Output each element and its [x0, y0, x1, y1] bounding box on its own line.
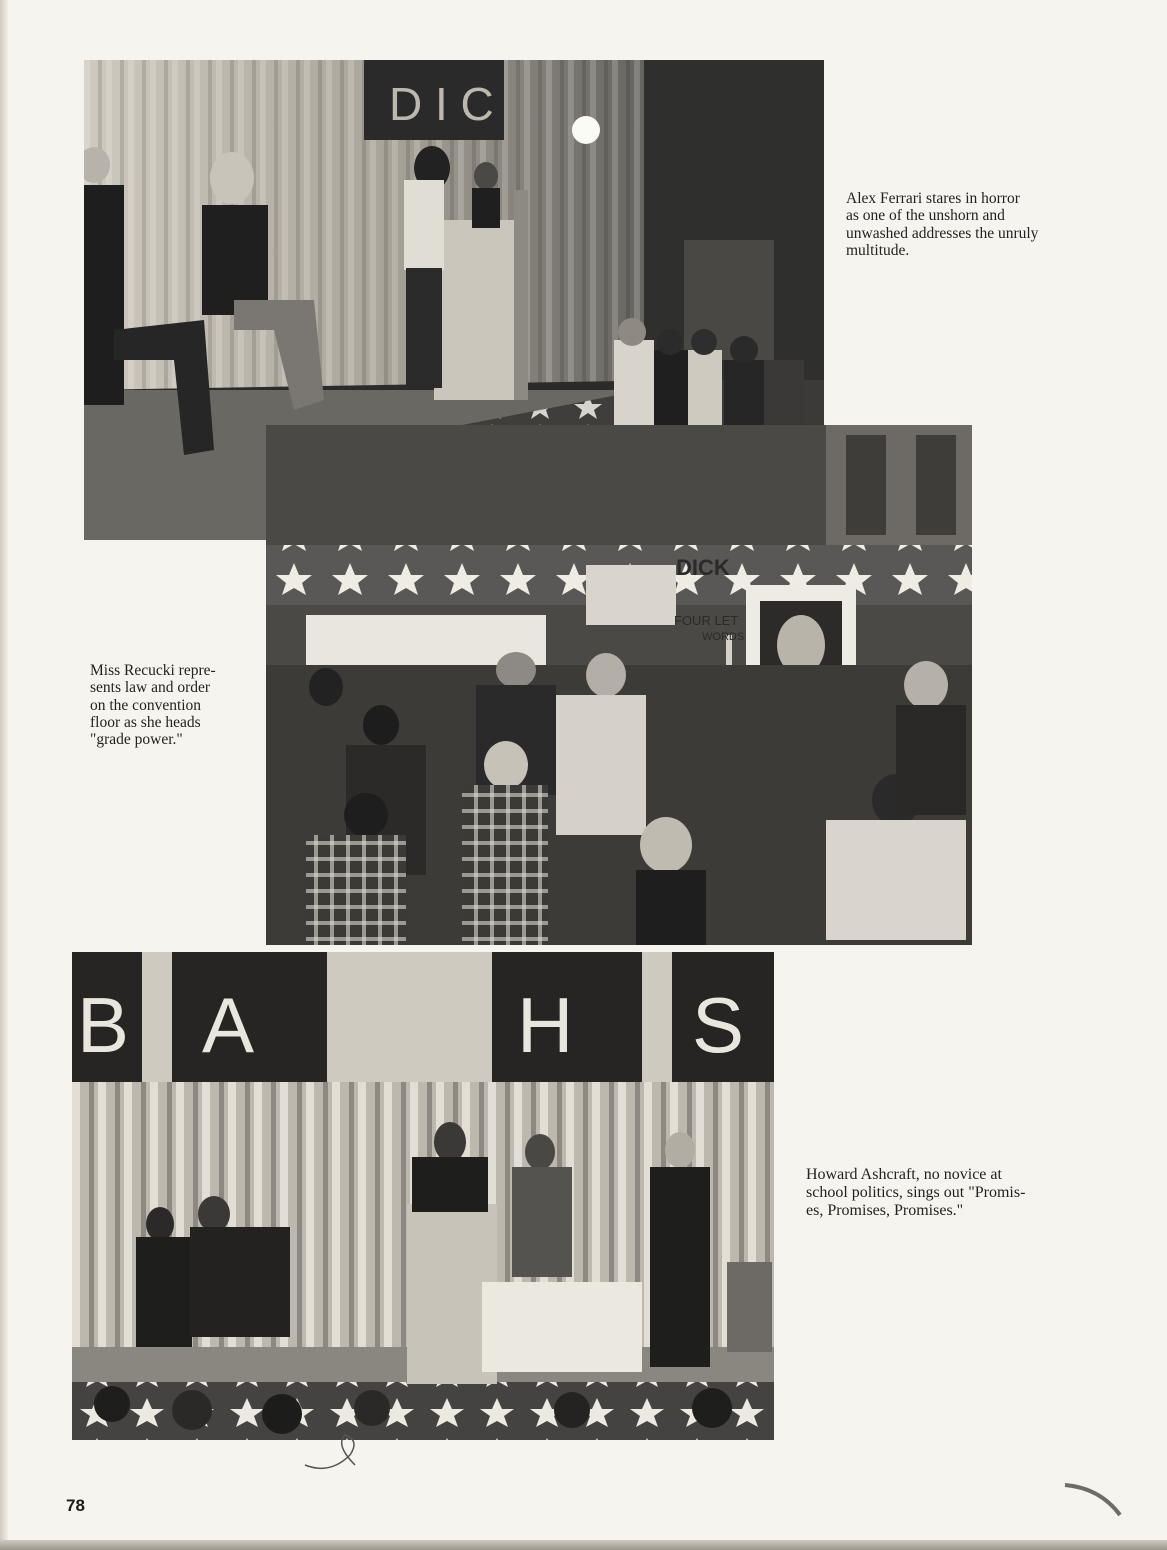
stage-letter-a: A [202, 981, 255, 1069]
svg-text:D I C: D I C [389, 78, 494, 130]
sign-text-dick: DICK [676, 555, 730, 580]
sign-text-words: WORDS [702, 631, 745, 643]
stage-letter-b: B [77, 981, 130, 1069]
caption-alex-ferrari: Alex Ferrari stares in horror as one of the unshorn and unwashed addresses the unruly multitude. [846, 190, 1039, 260]
photo-stage-bahs-image [72, 952, 774, 1440]
stage-letter-h: H [517, 981, 574, 1069]
stage-letter-s: S [692, 981, 745, 1069]
photo-stage-bahs [72, 952, 774, 1440]
photo-convention-floor [266, 425, 972, 945]
page-binding-edge [0, 0, 8, 1550]
caption-miss-recucki: Miss Recucki repre- sents law and order on the convention floor as she heads "grade power." [90, 662, 216, 749]
photo-convention-floor-image [266, 425, 972, 945]
page-number: 78 [66, 1496, 85, 1515]
corner-smudge [1060, 1480, 1130, 1520]
page-bottom-edge [0, 1540, 1167, 1550]
caption-howard-ashcraft: Howard Ashcraft, no novice at school politics, sings out "Promis- es, Promises, Promises." [806, 1166, 1026, 1219]
sign-text-four-let: FOUR LET [674, 613, 739, 628]
pen-scribble [300, 1425, 380, 1475]
